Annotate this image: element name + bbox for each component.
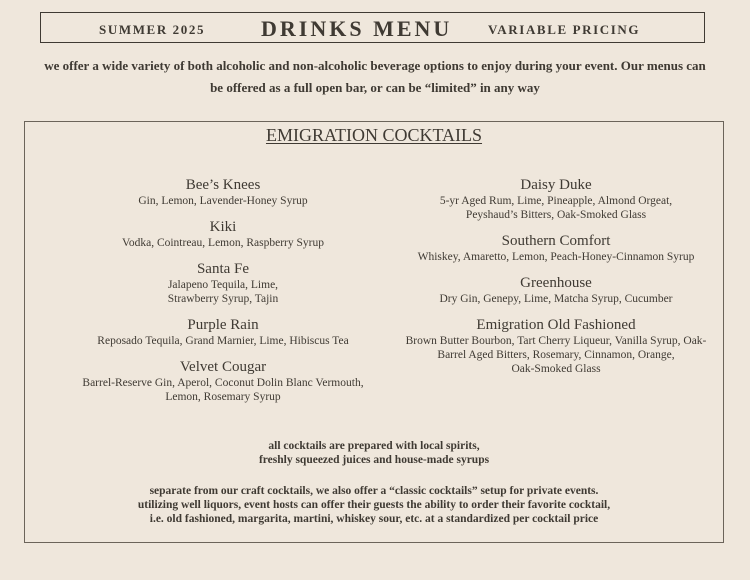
drink-name: Santa Fe [196, 261, 250, 277]
drink-ingredients: Reposado Tequila, Grand Marnier, Lime, Hibiscus Tea [97, 335, 349, 347]
drink-ingredients: Whiskey, Amaretto, Lemon, Peach-Honey-Cinnamon Syrup [417, 251, 695, 263]
cocktails-section [24, 121, 724, 543]
drink-name: Kiki [209, 219, 237, 235]
drink-ingredients: Jalapeno Tequila, Lime, Strawberry Syrup, Tajin [167, 279, 279, 305]
drink-name: Emigration Old Fashioned [476, 317, 636, 333]
drink-ingredients: 5-yr Aged Rum, Lime, Pineapple, Almond Orgeat, Peyshaud’s Bitters, Oak-Smoked Glass [439, 195, 673, 221]
drink-item [25, 177, 421, 208]
drink-item [25, 359, 421, 404]
section-title: EMIGRATION COCKTAILS [265, 125, 483, 145]
drink-ingredients: Vodka, Cointreau, Lemon, Raspberry Syrup [122, 237, 324, 249]
drink-name: Velvet Cougar [179, 359, 267, 375]
drink-name: Southern Comfort [501, 233, 611, 249]
drink-name: Bee’s Knees [185, 177, 261, 193]
menu-header [40, 12, 705, 43]
drink-ingredients: Brown Butter Bourbon, Tart Cherry Liqueur, Vanilla Syrup, Oak- Barrel Aged Bitters, Rosemary, Cinnamon, Orange, Oak-Smoked Glass [405, 335, 707, 375]
season-label: SUMMER 2025 [99, 22, 206, 37]
drink-item [399, 233, 713, 264]
drink-item [25, 219, 421, 250]
drink-ingredients: Barrel-Reserve Gin, Aperol, Coconut Dolin Blanc Vermouth, Lemon, Rosemary Syrup [82, 377, 364, 403]
classic-cocktails-note: separate from our craft cocktails, we also offer a “classic cocktails” setup for private events. utilizing well liquors, event hosts can offer their guests the ability to order their favorite cocktail, i.e. old fashioned, margarita, martini, whiskey sour, etc. at a standardized per cocktail price [137, 485, 611, 525]
drink-ingredients: Gin, Lemon, Lavender-Honey Syrup [138, 195, 308, 207]
drink-item [25, 261, 421, 306]
drink-name: Purple Rain [187, 317, 259, 333]
left-drink-column [25, 177, 421, 415]
drink-item [399, 275, 713, 306]
pricing-label: VARIABLE PRICING [488, 22, 641, 37]
drink-name: Daisy Duke [520, 177, 592, 193]
drink-item [399, 177, 713, 222]
local-spirits-note: all cocktails are prepared with local spirits, freshly squeezed juices and house-made syrups [258, 440, 490, 466]
drink-ingredients: Dry Gin, Genepy, Lime, Matcha Syrup, Cucumber [439, 293, 673, 305]
intro-text: we offer a wide variety of both alcoholic and non-alcoholic beverage options to enjoy during your event. Our menus can be offered as a full open bar, or can be “limited” in any way [44, 58, 706, 95]
drink-name: Greenhouse [520, 275, 592, 291]
menu-title: DRINKS MENU [261, 16, 453, 41]
drink-item [399, 317, 713, 376]
right-drink-column [399, 177, 713, 387]
drink-item [25, 317, 421, 348]
